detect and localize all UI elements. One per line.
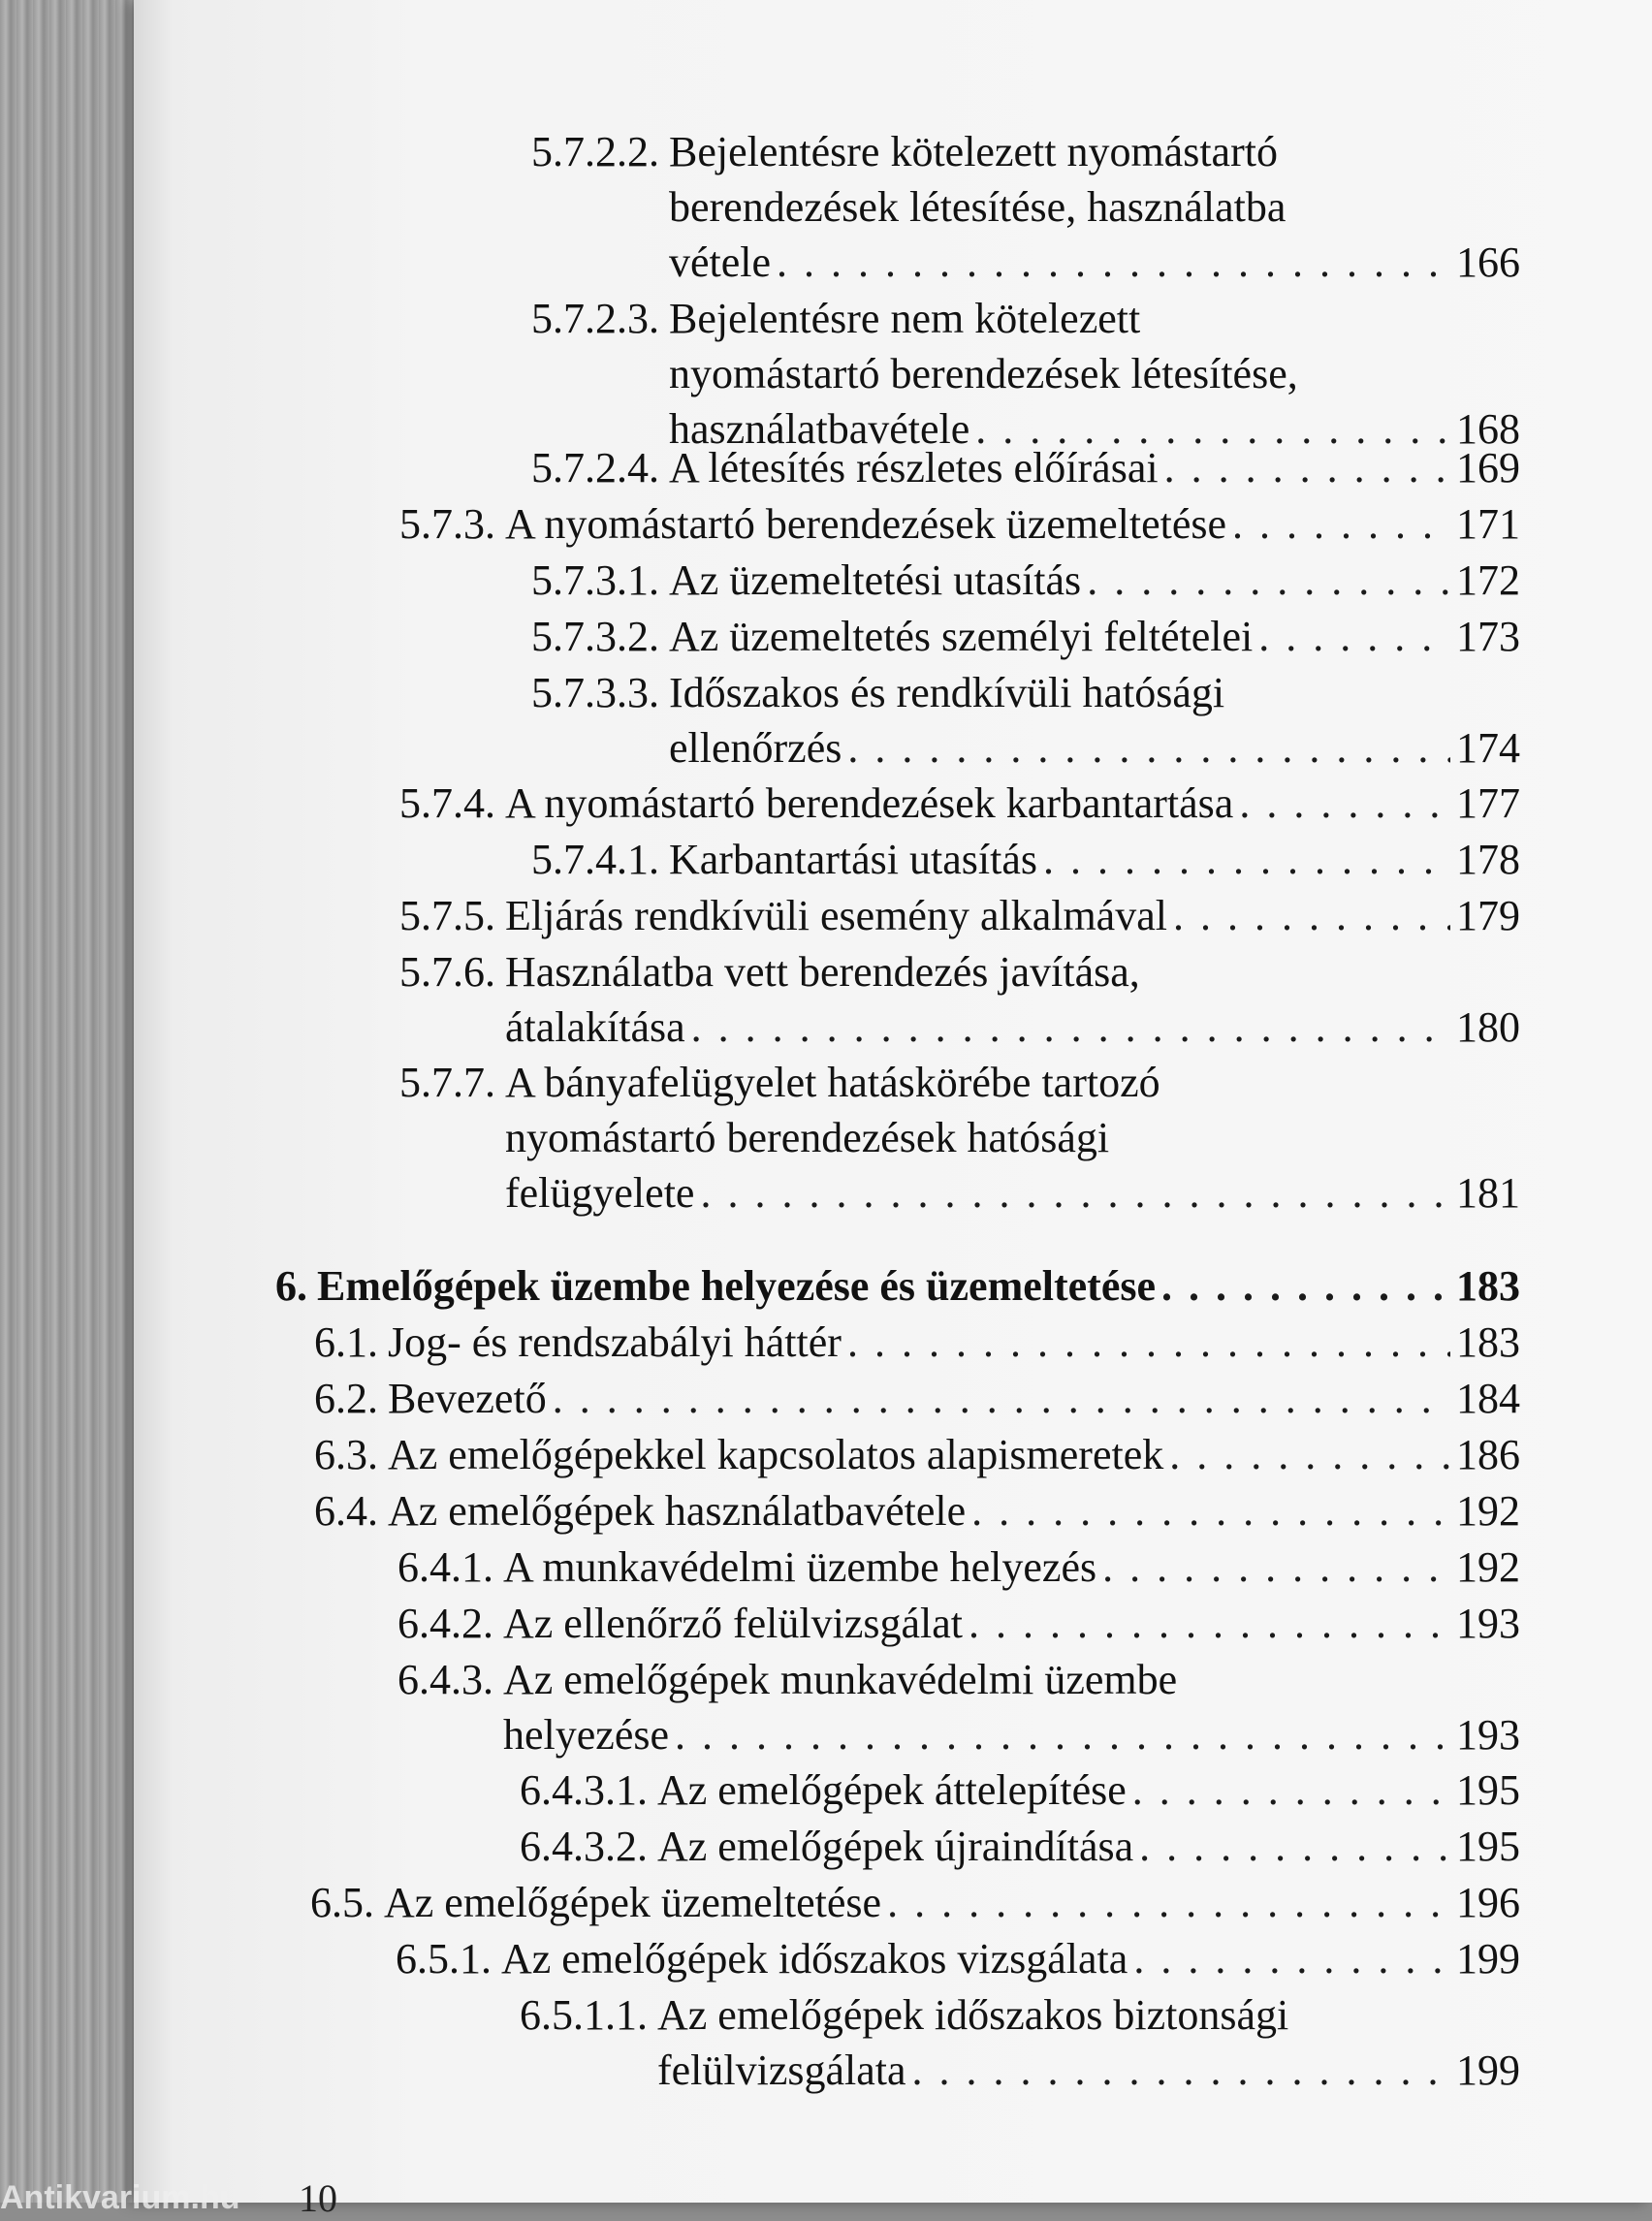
- toc-entry-number: 6.4.2.: [397, 1600, 493, 1647]
- toc-dot-leader: [700, 1165, 1450, 1221]
- toc-entry-line: [531, 124, 1520, 179]
- toc-entry-title: Bejelentésre kötelezett nyomástartó: [669, 128, 1278, 175]
- toc-entry: [399, 776, 1520, 831]
- toc-entry-title: A nyomástartó berendezések üzemeltetése: [505, 500, 1227, 548]
- toc-entry-page: 166: [1456, 238, 1520, 286]
- toc-entry: [397, 1539, 1520, 1595]
- toc-entry: [531, 440, 1520, 495]
- toc-entry: [397, 1596, 1520, 1651]
- toc-dot-leader: [553, 1371, 1450, 1426]
- toc-entry-number: 5.7.4.: [399, 779, 495, 827]
- toc-entry-title: A munkavédelmi üzembe helyezés: [503, 1543, 1097, 1591]
- toc-entry-number: 5.7.4.1.: [531, 836, 659, 883]
- toc-entry-title: nyomástartó berendezések hatósági: [505, 1114, 1110, 1161]
- toc-entry-page: 199: [1456, 2046, 1520, 2094]
- toc-entry-page: 186: [1456, 1431, 1520, 1478]
- toc-entry-line: [399, 1055, 1520, 1110]
- toc-entry-page: 195: [1456, 1766, 1520, 1814]
- toc-entry-line: [520, 1987, 1520, 2043]
- book-spine-edge: [0, 0, 136, 2203]
- toc-entry-title: helyezése: [503, 1711, 669, 1759]
- toc-entry-line: [399, 1110, 1520, 1165]
- toc-entry-line: [314, 1315, 1520, 1370]
- toc-entry-title: Bejelentésre nem kötelezett: [669, 295, 1141, 342]
- toc-entry: [531, 609, 1520, 664]
- toc-entry: [399, 496, 1520, 552]
- table-of-contents: [134, 0, 1652, 2203]
- toc-entry-line: [314, 1427, 1520, 1482]
- toc-entry-line: [397, 1652, 1520, 1707]
- toc-entry-number: 6.4.1.: [397, 1543, 493, 1591]
- toc-entry-line: [314, 1371, 1520, 1426]
- toc-dot-leader: [912, 2043, 1450, 2098]
- toc-entry-page: 172: [1456, 556, 1520, 604]
- toc-entry-line: [399, 888, 1520, 943]
- toc-entry: [397, 1652, 1520, 1762]
- toc-entry-page: 195: [1456, 1823, 1520, 1870]
- toc-dot-leader: [1087, 553, 1450, 608]
- toc-entry-number: 5.7.3.: [399, 500, 495, 548]
- toc-entry-line: [520, 1762, 1520, 1818]
- toc-dot-leader: [1173, 888, 1450, 943]
- toc-entry: [396, 1931, 1520, 1986]
- toc-entry-title: Az emelőgépek használatbavétele: [388, 1487, 967, 1535]
- toc-entry-title: Az emelőgépek újraindítása: [657, 1823, 1134, 1870]
- toc-entry-line: [531, 832, 1520, 887]
- toc-entry-number: 5.7.3.2.: [531, 613, 659, 660]
- toc-entry-title: felügyelete: [505, 1169, 695, 1217]
- toc-entry-line: [397, 1539, 1520, 1595]
- toc-entry-line: [399, 496, 1520, 552]
- toc-entry-number: 6.5.1.: [396, 1935, 492, 1983]
- toc-entry-line: [531, 291, 1520, 346]
- toc-entry-number: 6.5.: [310, 1879, 374, 1926]
- toc-entry-number: 6.4.3.2.: [520, 1823, 648, 1870]
- toc-dot-leader: [969, 1596, 1450, 1651]
- toc-entry-number: 5.7.3.3.: [531, 669, 659, 716]
- toc-entry: [314, 1371, 1520, 1426]
- toc-dot-leader: [1164, 440, 1450, 495]
- toc-entry-title: Az emelőgépekkel kapcsolatos alapismeretek: [388, 1431, 1164, 1478]
- toc-entry-line: [531, 440, 1520, 495]
- toc-entry: [520, 1819, 1520, 1874]
- toc-entry-line: [399, 776, 1520, 831]
- toc-entry: [531, 124, 1520, 290]
- toc-entry-page: 181: [1456, 1169, 1520, 1217]
- toc-entry-number: 5.7.7.: [399, 1059, 495, 1106]
- toc-entry: [531, 291, 1520, 457]
- toc-entry-title: Karbantartási utasítás: [669, 836, 1037, 883]
- toc-entry-number: 5.7.2.2.: [531, 128, 659, 175]
- page-number: 10: [299, 2176, 337, 2220]
- toc-entry: [520, 1762, 1520, 1818]
- toc-entry-page: 174: [1456, 724, 1520, 772]
- toc-entry: [520, 1987, 1520, 2098]
- toc-entry-line: [531, 346, 1520, 401]
- toc-dot-leader: [777, 235, 1450, 290]
- toc-dot-leader: [887, 1875, 1450, 1930]
- toc-entry: [399, 944, 1520, 1055]
- toc-entry-number: 6.3.: [314, 1431, 378, 1478]
- toc-entry-title: Használatba vett berendezés javítása,: [505, 948, 1140, 996]
- toc-entry-page: 196: [1456, 1879, 1520, 1926]
- toc-dot-leader: [1139, 1819, 1450, 1874]
- book-page: [134, 0, 1652, 2220]
- toc-dot-leader: [675, 1707, 1450, 1762]
- toc-entry-page: 183: [1456, 1262, 1520, 1310]
- toc-entry-title: Eljárás rendkívüli esemény alkalmával: [505, 892, 1167, 939]
- toc-entry-page: 171: [1456, 500, 1520, 548]
- toc-entry-line: [399, 944, 1520, 999]
- toc-entry-title: felülvizsgálata: [657, 2046, 906, 2094]
- toc-entry-number: 6.1.: [314, 1318, 378, 1366]
- toc-entry-number: 6.4.3.: [397, 1656, 493, 1703]
- toc-dot-leader: [1132, 1762, 1450, 1818]
- toc-entry-title: nyomástartó berendezések létesítése,: [669, 350, 1298, 397]
- toc-dot-leader: [1102, 1539, 1450, 1595]
- toc-entry-line: [531, 553, 1520, 608]
- toc-entry-title: ellenőrzés: [669, 724, 842, 772]
- toc-entry-number: 5.7.2.4.: [531, 444, 659, 492]
- toc-entry-title: Időszakos és rendkívüli hatósági: [669, 669, 1225, 716]
- toc-entry-title: Az emelőgépek munkavédelmi üzembe: [503, 1656, 1178, 1703]
- toc-dot-leader: [971, 1483, 1450, 1539]
- toc-entry-line: [520, 1819, 1520, 1874]
- toc-entry-title: Emelőgépek üzembe helyezése és üzemeltetése: [317, 1262, 1157, 1310]
- toc-dot-leader: [1043, 832, 1450, 887]
- toc-entry-line: [310, 1875, 1520, 1930]
- toc-entry-title: Az üzemeltetés személyi feltételei: [669, 613, 1254, 660]
- toc-entry-line: [275, 1258, 1520, 1314]
- toc-entry-page: 199: [1456, 1935, 1520, 1983]
- toc-entry-line: [397, 1707, 1520, 1762]
- toc-entry-page: 193: [1456, 1600, 1520, 1647]
- toc-entry-page: 168: [1456, 405, 1520, 453]
- toc-entry-page: 193: [1456, 1711, 1520, 1759]
- toc-entry-line: [531, 665, 1520, 720]
- toc-entry-title: Bevezető: [388, 1375, 547, 1422]
- toc-dot-leader: [847, 1315, 1450, 1370]
- toc-entry-title: Az üzemeltetési utasítás: [669, 556, 1082, 604]
- toc-entry-number: 5.7.3.1.: [531, 556, 659, 604]
- toc-entry-number: 6.4.: [314, 1487, 378, 1535]
- toc-entry-line: [531, 720, 1520, 776]
- toc-entry-page: 192: [1456, 1487, 1520, 1535]
- toc-entry-page: 180: [1456, 1003, 1520, 1051]
- toc-entry-line: [314, 1483, 1520, 1539]
- watermark-text: Antikvarium.hu: [0, 2179, 240, 2216]
- toc-dot-leader: [1239, 776, 1450, 831]
- toc-entry-line: [520, 2043, 1520, 2098]
- toc-entry-number: 5.7.2.3.: [531, 295, 659, 342]
- toc-entry: [314, 1483, 1520, 1539]
- toc-entry-title: A létesítés részletes előírásai: [669, 444, 1159, 492]
- toc-entry-page: 183: [1456, 1318, 1520, 1366]
- toc-entry: [314, 1315, 1520, 1370]
- toc-entry-number: 5.7.6.: [399, 948, 495, 996]
- toc-dot-leader: [1133, 1931, 1450, 1986]
- toc-entry: [275, 1258, 1520, 1314]
- toc-entry-number: 6.5.1.1.: [520, 1991, 648, 2039]
- toc-entry-title: Az emelőgépek időszakos biztonsági: [657, 1991, 1289, 2039]
- toc-entry: [399, 1055, 1520, 1221]
- toc-entry-line: [396, 1931, 1520, 1986]
- toc-dot-leader: [1258, 609, 1450, 664]
- toc-entry-line: [397, 1596, 1520, 1651]
- toc-entry-line: [399, 1165, 1520, 1221]
- toc-dot-leader: [1169, 1427, 1450, 1482]
- toc-entry-page: 184: [1456, 1375, 1520, 1422]
- toc-entry-page: 173: [1456, 613, 1520, 660]
- toc-entry-title: Az ellenőrző felülvizsgálat: [503, 1600, 964, 1647]
- toc-entry-number: 6.: [275, 1262, 307, 1310]
- toc-dot-leader: [691, 999, 1450, 1055]
- toc-entry: [314, 1427, 1520, 1482]
- toc-entry-page: 177: [1456, 779, 1520, 827]
- toc-entry-title: Az emelőgépek időszakos vizsgálata: [501, 1935, 1128, 1983]
- toc-entry-title: A bányafelügyelet hatáskörébe tartozó: [505, 1059, 1160, 1106]
- toc-dot-leader: [847, 720, 1450, 776]
- toc-entry-title: vétele: [669, 238, 772, 286]
- toc-entry-number: 6.4.3.1.: [520, 1766, 648, 1814]
- toc-entry-line: [531, 235, 1520, 290]
- toc-entry: [310, 1875, 1520, 1930]
- toc-entry-number: 6.2.: [314, 1375, 378, 1422]
- toc-entry-number: 5.7.5.: [399, 892, 495, 939]
- toc-entry: [399, 888, 1520, 943]
- toc-entry-title: A nyomástartó berendezések karbantartása: [505, 779, 1234, 827]
- toc-entry-line: [531, 179, 1520, 235]
- toc-entry-title: berendezések létesítése, használatba: [669, 183, 1287, 231]
- toc-entry-page: 179: [1456, 892, 1520, 939]
- toc-entry-page: 192: [1456, 1543, 1520, 1591]
- toc-entry: [531, 665, 1520, 776]
- toc-entry-line: [531, 609, 1520, 664]
- toc-entry-page: 169: [1456, 444, 1520, 492]
- toc-entry-title: Jog- és rendszabályi háttér: [388, 1318, 842, 1366]
- toc-dot-leader: [1161, 1258, 1450, 1314]
- toc-entry-title: átalakítása: [505, 1003, 685, 1051]
- toc-entry: [531, 832, 1520, 887]
- toc-entry-line: [399, 999, 1520, 1055]
- toc-dot-leader: [1232, 496, 1450, 552]
- toc-entry-title: Az emelőgépek üzemeltetése: [384, 1879, 882, 1926]
- toc-entry-page: 178: [1456, 836, 1520, 883]
- toc-entry: [531, 553, 1520, 608]
- toc-entry-title: használatbavétele: [669, 405, 970, 453]
- toc-entry-title: Az emelőgépek áttelepítése: [657, 1766, 1127, 1814]
